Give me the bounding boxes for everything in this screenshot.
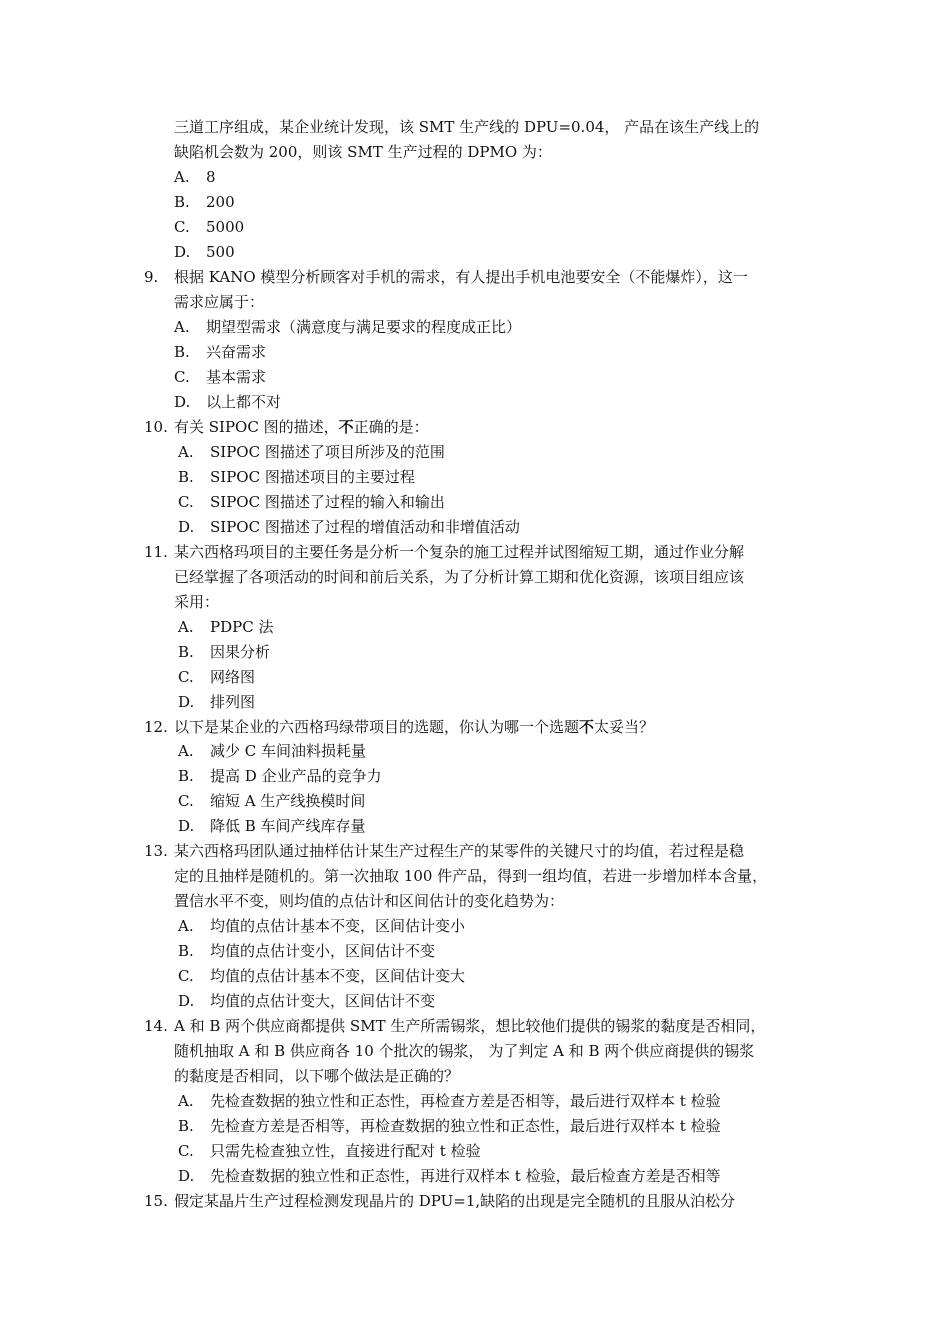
q8-option-c: C. 5000 <box>174 218 245 236</box>
q14-option-d: D. 先检查数据的独立性和正态性，再进行双样本 t 检验，最后检查方差是否相等 <box>178 1167 721 1185</box>
q12-option-a: A. 减少 C 车间油料损耗量 <box>178 742 367 760</box>
q11-number: 11. <box>144 543 168 561</box>
q9-option-b: B. 兴奋需求 <box>174 343 267 361</box>
q10-option-a: A. SIPOC 图描述了项目所涉及的范围 <box>178 443 445 461</box>
q14-line-2: 随机抽取 A 和 B 供应商各 10 个批次的锡浆， 为了判定 A 和 B 两个供应商提供的锡浆 <box>174 1042 755 1060</box>
q11-line-2: 已经掌握了各项活动的时间和前后关系，为了分析计算工期和优化资源，该项目组应该 <box>174 568 745 586</box>
q9-option-c: C. 基本需求 <box>174 368 267 386</box>
q15-line-1: 假定某晶片生产过程检测发现晶片的 DPU=1,缺陷的出现是完全随机的且服从泊松分 <box>174 1192 736 1210</box>
q13-line-1: 某六西格玛团队通过抽样估计某生产过程生产的某零件的关键尺寸的均值，若过程是稳 <box>174 842 745 860</box>
q13-number: 13. <box>144 842 168 860</box>
q10-stem: 有关 SIPOC 图的描述，不正确的是： <box>174 418 429 436</box>
q10-option-d: D. SIPOC 图描述了过程的增值活动和非增值活动 <box>178 518 520 536</box>
q13-option-a: A. 均值的点估计基本不变，区间估计变小 <box>178 917 466 935</box>
q13-option-b: B. 均值的点估计变小，区间估计不变 <box>178 942 436 960</box>
q8-line-2: 缺陷机会数为 200，则该 SMT 生产过程的 DPMO 为： <box>174 143 552 161</box>
q12-option-c: C. 缩短 A 生产线换模时间 <box>178 792 366 810</box>
q12-number: 12. <box>144 718 168 736</box>
q11-line-1: 某六西格玛项目的主要任务是分析一个复杂的施工过程并试图缩短工期，通过作业分解 <box>174 543 745 561</box>
q9-option-d: D. 以上都不对 <box>174 393 282 411</box>
q11-option-c: C. 网络图 <box>178 668 256 686</box>
q14-option-b: B. 先检查方差是否相等，再检查数据的独立性和正态性，最后进行双样本 t 检验 <box>178 1117 721 1135</box>
q11-line-3: 采用： <box>174 593 220 611</box>
q12-option-b: B. 提高 D 企业产品的竞争力 <box>178 767 382 785</box>
q14-option-a: A. 先检查数据的独立性和正态性，再检查方差是否相等，最后进行双样本 t 检验 <box>178 1092 721 1110</box>
q14-number: 14. <box>144 1017 168 1035</box>
q12-option-d: D. 降低 B 车间产线库存量 <box>178 817 366 835</box>
q10-option-c: C. SIPOC 图描述了过程的输入和输出 <box>178 493 445 511</box>
q14-line-3: 的黏度是否相同，以下哪个做法是正确的？ <box>174 1067 460 1085</box>
q13-line-3: 置信水平不变，则均值的点估计和区间估计的变化趋势为： <box>174 892 565 910</box>
q10-number: 10. <box>144 418 168 436</box>
q11-option-b: B. 因果分析 <box>178 643 271 661</box>
q10-emphasis: 不 <box>338 418 354 436</box>
q9-number: 9. <box>144 268 159 286</box>
q9-line-2: 需求应属于： <box>174 293 265 311</box>
q8-option-d: D. 500 <box>174 243 235 261</box>
q15-number: 15. <box>144 1192 168 1210</box>
q11-option-d: D. 排列图 <box>178 693 256 711</box>
q13-option-d: D. 均值的点估计变大，区间估计不变 <box>178 992 436 1010</box>
q8-option-b: B. 200 <box>174 193 235 211</box>
q8-option-a: A. 8 <box>174 168 216 186</box>
q14-line-1: A 和 B 两个供应商都提供 SMT 生产所需锡浆，想比较他们提供的锡浆的黏度是否相同， <box>174 1017 766 1035</box>
q11-option-a: A. PDPC 法 <box>178 618 274 636</box>
q12-emphasis: 不 <box>579 718 595 736</box>
q13-line-2: 定的且抽样是随机的。第一次抽取 100 件产品，得到一组均值，若进一步增加样本含量， <box>174 867 768 885</box>
q10-option-b: B. SIPOC 图描述项目的主要过程 <box>178 468 415 486</box>
q9-option-a: A. 期望型需求（满意度与满足要求的程度成正比） <box>174 318 522 336</box>
q8-line-1: 三道工序组成，某企业统计发现，该 SMT 生产线的 DPU=0.04， 产品在该生产线上的 <box>174 118 760 136</box>
q12-stem: 以下是某企业的六西格玛绿带项目的选题，你认为哪一个选题不太妥当？ <box>174 718 655 736</box>
q14-option-c: C. 只需先检查独立性，直接进行配对 t 检验 <box>178 1142 481 1160</box>
q13-option-c: C. 均值的点估计基本不变，区间估计变大 <box>178 967 466 985</box>
q9-line-1: 根据 KANO 模型分析顾客对手机的需求，有人提出手机电池要安全（不能爆炸），这一 <box>174 268 748 286</box>
